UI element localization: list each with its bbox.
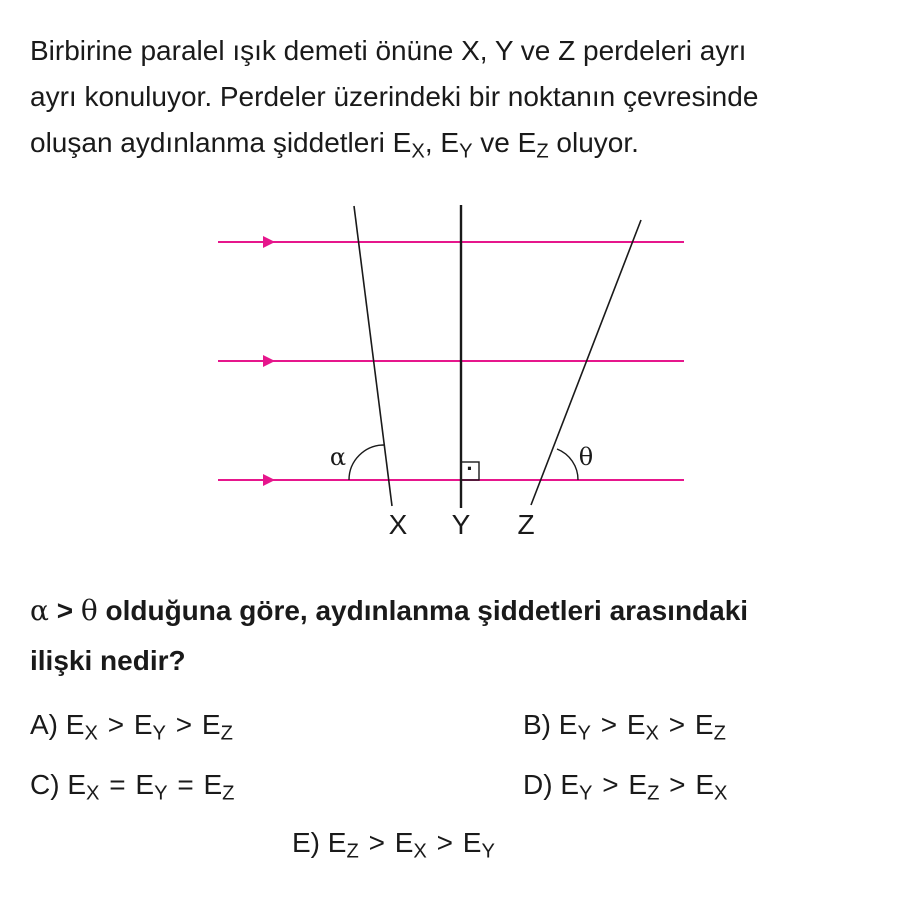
e-symbol: E [694, 709, 714, 740]
subscript: Y [481, 840, 495, 863]
subscript: X [84, 722, 98, 745]
stem-line-1 [30, 586, 900, 636]
option-letter: A) [30, 709, 58, 740]
relation: = [177, 769, 194, 800]
relation: > [175, 709, 193, 740]
e-symbol: E [394, 827, 414, 858]
e-symbol: E [67, 769, 87, 800]
e-symbol: E [65, 709, 85, 740]
option-letter: E) [292, 827, 320, 858]
label-x: X [388, 509, 408, 540]
subscript: X [413, 840, 427, 863]
subscript: Z [713, 722, 726, 745]
angle-theta-arc [557, 449, 578, 480]
option-letter: C) [30, 769, 60, 800]
label-y: Y [451, 509, 471, 540]
sub-z: Z [536, 140, 549, 163]
ray-arrow-2 [263, 355, 275, 367]
sub-y: Y [459, 140, 473, 163]
gt-symbol: > [48, 595, 81, 626]
e-symbol: E [135, 769, 155, 800]
option-e[interactable] [292, 826, 495, 863]
label-theta: θ [578, 443, 594, 471]
e-symbol: E [558, 709, 578, 740]
e-symbol: E [201, 709, 221, 740]
e-symbol: E [626, 709, 646, 740]
stem-text: olduğuna göre, aydınlanma şiddetleri arasındaki [97, 595, 749, 626]
label-z: Z [517, 509, 535, 540]
e-symbol: E [203, 769, 223, 800]
subscript: X [645, 722, 659, 745]
stem-line-2: ilişki nedir? [30, 645, 186, 676]
subscript: Y [579, 782, 593, 805]
intro-line-2: ayrı konuluyor. Perdeler üzerindeki bir noktanın çevresinde [30, 81, 759, 112]
e-symbol: E [695, 769, 714, 800]
option-c[interactable] [30, 768, 235, 805]
subscript: Y [152, 722, 166, 745]
ray-arrow-1 [263, 236, 275, 248]
e-symbol: E [133, 709, 153, 740]
relation: > [669, 769, 686, 800]
alpha-symbol: α [30, 594, 49, 627]
relation: > [600, 709, 618, 740]
option-b[interactable] [523, 708, 726, 745]
sep: ve [472, 127, 518, 158]
intro-line-1: Birbirine paralel ışık demeti önüne X, Y ve Z perdeleri ayrı [30, 35, 747, 66]
e-symbol: E [392, 127, 412, 158]
subscript: Y [577, 722, 591, 745]
relation: > [602, 769, 619, 800]
subscript: Z [346, 840, 359, 863]
subscript: Y [154, 782, 168, 805]
relation: = [109, 769, 126, 800]
option-letter: B) [523, 709, 551, 740]
e-symbol: E [517, 127, 537, 158]
ray-arrow-3 [263, 474, 275, 486]
question-stem [30, 586, 900, 686]
right-angle-dot: · [466, 456, 474, 481]
relation: > [368, 827, 385, 858]
angle-alpha-arc [349, 445, 384, 480]
theta-symbol: θ [80, 594, 98, 627]
e-symbol: E [462, 827, 482, 858]
relation: > [107, 709, 125, 740]
intro-line-3-text: oluşan aydınlanma şiddetleri [30, 127, 393, 158]
light-rays [218, 236, 684, 486]
subscript: Z [220, 722, 233, 745]
e-symbol: E [327, 827, 347, 858]
sentence-end: oluyor. [548, 127, 639, 158]
subscript: X [86, 782, 100, 805]
subscript: Z [222, 782, 235, 805]
screen-x [354, 206, 392, 506]
sub-x: X [411, 140, 425, 163]
relation: > [668, 709, 686, 740]
e-symbol: E [560, 769, 580, 800]
option-a[interactable] [30, 708, 233, 745]
option-letter: D) [523, 769, 553, 800]
relation: > [436, 827, 453, 858]
option-d[interactable] [523, 768, 728, 805]
e-symbol: E [628, 769, 648, 800]
subscript: X [714, 782, 728, 805]
subscript: Z [647, 782, 660, 805]
e-symbol: E [440, 127, 460, 158]
label-alpha: α [329, 443, 347, 471]
sep: , [424, 127, 441, 158]
